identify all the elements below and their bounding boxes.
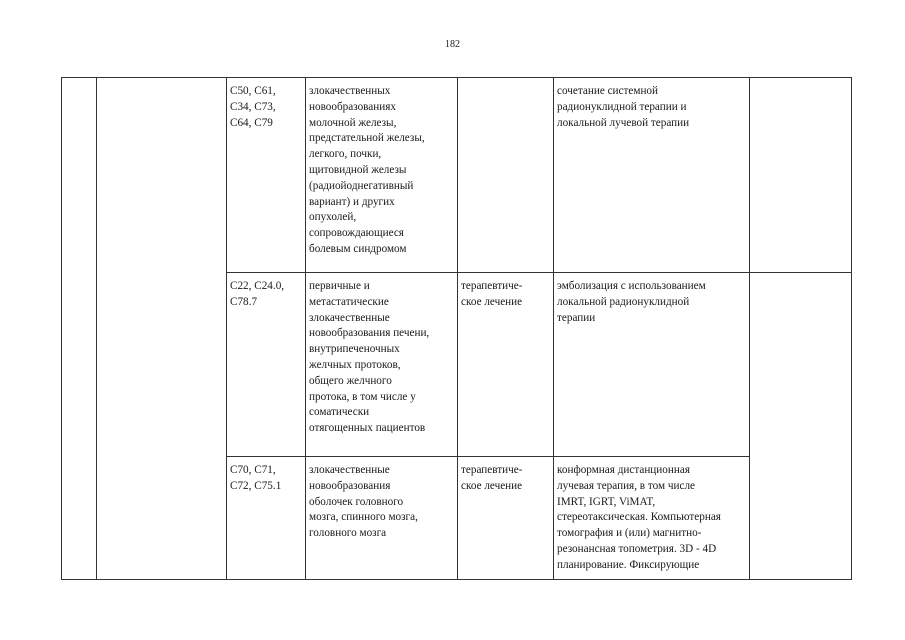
cell-text-line: общего желчного: [309, 374, 392, 387]
icd-codes-cell: [227, 273, 306, 457]
cell-text-line: терапии: [557, 311, 596, 324]
cell-text-line: отягощенных пациентов: [309, 422, 426, 435]
medical-care-table: [61, 77, 852, 580]
page-number: 182: [445, 39, 460, 50]
cell-text-line: предстательной железы,: [309, 132, 425, 145]
cell-text-line: терапевтиче-: [461, 464, 523, 476]
cell-text-line: мозга, спинного мозга,: [309, 511, 418, 524]
table-row: [62, 78, 852, 273]
diagnosis-cell: [306, 273, 458, 457]
cell-text-line: вариант) и других: [309, 195, 395, 208]
cell-text-line: радионуклидной терапии и: [557, 100, 687, 113]
cell-text-line: лучевая терапия, в том числе: [557, 479, 695, 492]
cell-text-line: болевым синдромом: [309, 242, 407, 255]
cell-text-line: терапевтиче-: [461, 280, 523, 292]
treatment-method-cell: [554, 457, 750, 580]
cell-text-line: протока, в том числе у: [309, 390, 416, 403]
cell-text-line: (радиойоднегативный: [309, 179, 414, 192]
cell-text-line: C22, C24.0,: [230, 280, 285, 292]
cell-text-line: опухолей,: [309, 211, 357, 224]
cell-text-line: новообразования печени,: [309, 327, 430, 340]
cell-text-line: ское лечение: [461, 479, 523, 492]
diagnosis-cell: [306, 457, 458, 580]
standard-cost-cell: [750, 273, 852, 580]
cell-text-line: щитовидной железы: [309, 163, 407, 176]
cell-text-line: C64, C79: [230, 116, 273, 129]
cell-text-line: планирование. Фиксирующие: [557, 558, 700, 571]
cell-text-line: C50, C61,: [230, 85, 276, 97]
cell-text-line: первичные и: [309, 280, 370, 292]
cell-text-line: новообразованиях: [309, 100, 396, 113]
cell-text-line: IMRT, IGRT, ViMAT,: [557, 495, 656, 508]
treatment-type-cell: [458, 78, 554, 273]
icd-codes-cell: [227, 78, 306, 273]
cell-text-line: эмболизация с использованием: [557, 280, 706, 292]
cell-text-line: резонансная топометрия. 3D - 4D: [557, 542, 717, 555]
cell-text-line: метастатические: [309, 295, 389, 308]
cell-text-line: желчных протоков,: [309, 358, 401, 371]
cell-text-line: соматически: [309, 406, 370, 419]
standard-cost-cell: [750, 78, 852, 273]
cell-text-line: злокачественные: [309, 311, 390, 324]
cell-text-line: оболочек головного: [309, 495, 404, 508]
cell-text-line: злокачественных: [309, 85, 391, 97]
cell-text-line: легкого, почки,: [309, 148, 382, 161]
cell-text-line: локальной радионуклидной: [557, 295, 690, 308]
cell-text-line: стереотаксическая. Компьютерная: [557, 511, 721, 524]
cell-text-line: C70, C71,: [230, 464, 276, 476]
icd-codes-cell: [227, 457, 306, 580]
cell-text-line: локальной лучевой терапии: [557, 116, 690, 129]
row-number-cell: [62, 78, 97, 580]
cell-text-line: сочетание системной: [557, 85, 659, 97]
cell-text-line: конформная дистанционная: [557, 464, 690, 476]
cell-text-line: сопровождающиеся: [309, 227, 404, 240]
treatment-method-cell: [554, 273, 750, 457]
cell-text-line: злокачественные: [309, 464, 390, 476]
cell-text-line: молочной железы,: [309, 116, 397, 129]
cell-text-line: головного мозга: [309, 527, 387, 540]
cell-text-line: C34, C73,: [230, 100, 276, 113]
treatment-type-cell: [458, 457, 554, 580]
cell-text-line: ское лечение: [461, 295, 523, 308]
cell-text-line: новообразования: [309, 479, 391, 492]
cell-text-line: томография и (или) магнитно-: [557, 527, 702, 540]
care-type-cell: [97, 78, 227, 580]
cell-text-line: C72, C75.1: [230, 479, 282, 492]
diagnosis-cell: [306, 78, 458, 273]
cell-text-line: внутрипеченочных: [309, 343, 400, 356]
cell-text-line: C78.7: [230, 295, 258, 308]
treatment-method-cell: [554, 78, 750, 273]
treatment-type-cell: [458, 273, 554, 457]
